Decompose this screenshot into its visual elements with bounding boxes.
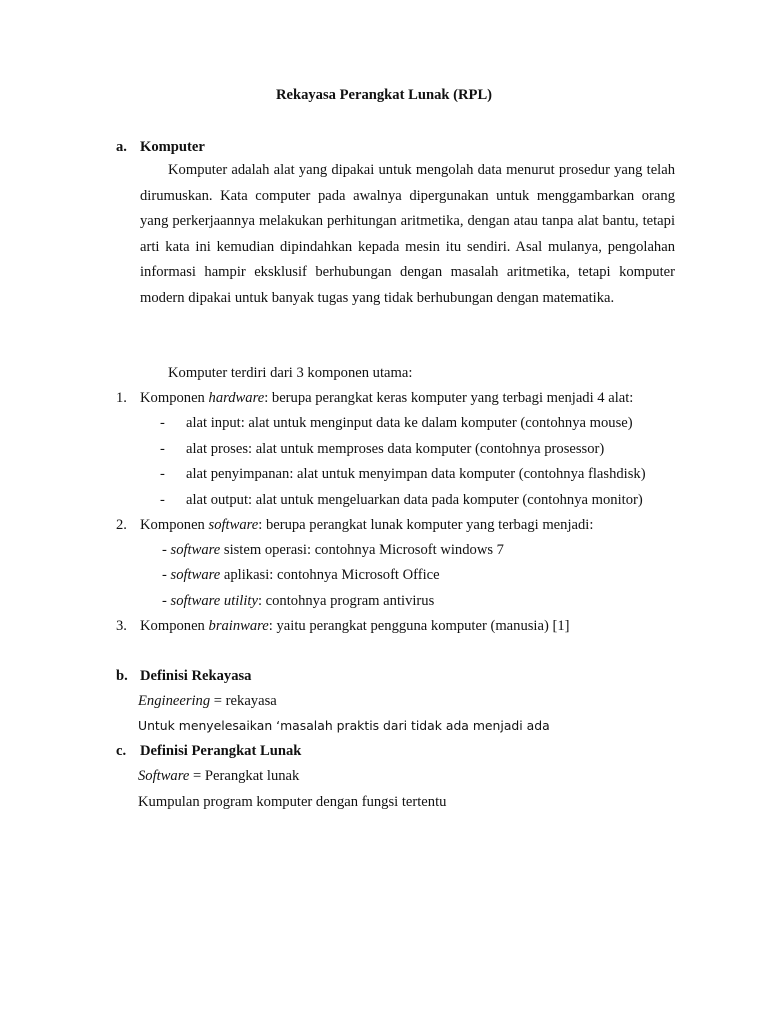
hardware-item: alat input: alat untuk menginput data ke dalam komputer (contohnya mouse)	[186, 415, 633, 431]
software-item: - software aplikasi: contohnya Microsoft Office	[162, 567, 440, 583]
section-b-heading: Definisi Rekayasa	[140, 668, 252, 684]
list-bullet: -	[160, 466, 165, 482]
section-a-paragraph: Komputer adalah alat yang dipakai untuk mengolah data menurut prosedur yang telah dirumuskan. Kata computer pada awalnya dipergunakan untuk menggambarkan orang yang perkerjaannya melakukan perhitungan aritmetika, dengan atau tanpa alat bantu, tetapi arti kata ini kemudian dipindahkan kepada mesin itu sendiri. Asal mulanya, pengolahan informasi hampir eksklusif berhubungan dengan masalah aritmetika, tetapi komputer modern dipakai untuk banyak tugas yang tidak berhubungan dengan matematika.	[140, 162, 675, 306]
section-c-heading: Definisi Perangkat Lunak	[140, 743, 302, 759]
software-term: software	[208, 517, 259, 533]
component-3-text: Komponen brainware: yaitu perangkat pengguna komputer (manusia) [1]	[140, 618, 570, 634]
components-intro: Komputer terdiri dari 3 komponen utama:	[168, 365, 413, 381]
section-b-marker: b.	[116, 668, 128, 684]
hardware-item: alat proses: alat untuk memproses data komputer (contohnya prosessor)	[186, 441, 605, 457]
brainware-term: brainware	[208, 618, 269, 634]
hardware-item: alat penyimpanan: alat untuk menyimpan data komputer (contohnya flashdisk)	[186, 466, 646, 482]
component-2-text: Komponen software: berupa perangkat lunak komputer yang terbagi menjadi:	[140, 517, 594, 533]
hardware-item: alat output: alat untuk mengeluarkan data pada komputer (contohnya monitor)	[186, 492, 643, 508]
component-2-number: 2.	[116, 517, 127, 533]
hardware-term: hardware	[208, 390, 265, 406]
section-c-marker: c.	[116, 743, 127, 759]
component-3-number: 3.	[116, 618, 127, 634]
list-bullet: -	[160, 441, 165, 457]
software-description: Kumpulan program komputer dengan fungsi tertentu	[138, 794, 447, 810]
software-item: - software utility: contohnya program antivirus	[162, 593, 435, 609]
section-a-heading: Komputer	[140, 139, 205, 155]
engineering-description: Untuk menyelesaikan ‘masalah praktis dari tidak ada menjadi ada	[138, 718, 550, 733]
section-a-marker: a.	[116, 139, 127, 155]
software-item: - software sistem operasi: contohnya Microsoft windows 7	[162, 542, 504, 558]
software-definition: Software = Perangkat lunak	[138, 768, 300, 784]
list-bullet: -	[160, 415, 165, 431]
engineering-definition: Engineering = rekayasa	[138, 693, 277, 709]
list-bullet: -	[160, 492, 165, 508]
document-title: Rekayasa Perangkat Lunak (RPL)	[275, 87, 493, 103]
component-1-number: 1.	[116, 390, 127, 406]
component-1-text: Komponen hardware: berupa perangkat keras komputer yang terbagi menjadi 4 alat:	[140, 390, 634, 406]
